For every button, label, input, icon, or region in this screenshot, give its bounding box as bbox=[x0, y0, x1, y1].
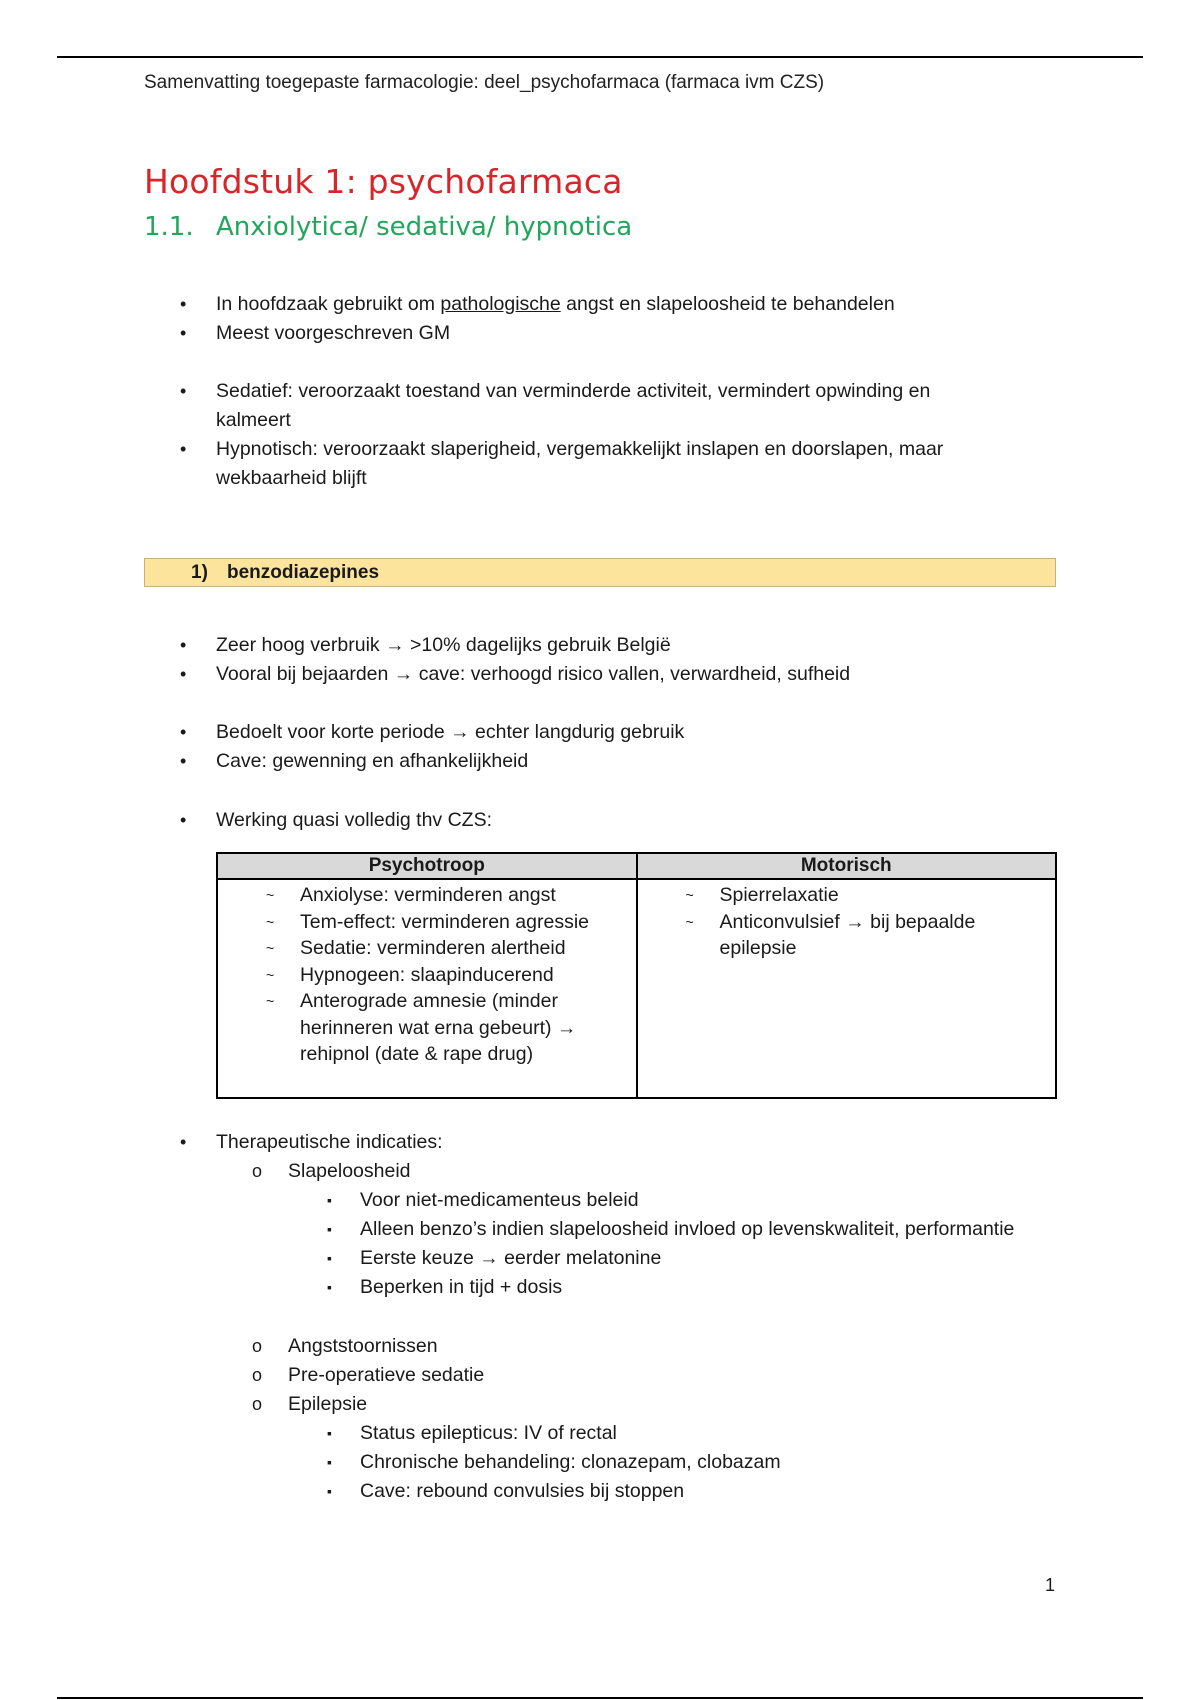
list-item: ~ Sedatie: verminderen alertheid bbox=[218, 935, 636, 962]
tilde-marker: ~ bbox=[685, 913, 694, 930]
list-item: • Cave: gewenning en afhankelijkheid bbox=[0, 747, 1200, 776]
list-item: • Werking quasi volledig thv CZS: bbox=[0, 806, 1200, 835]
section-number: 1.1. bbox=[144, 212, 194, 242]
benzo-list-b bbox=[0, 718, 1200, 776]
list-item: o Pre-operatieve sedatie bbox=[0, 1361, 1200, 1390]
indications-list bbox=[0, 1128, 1200, 1302]
footer-rule bbox=[57, 1697, 1143, 1699]
subsection-number: 1) bbox=[191, 562, 208, 583]
list-item: ▪ Beperken in tijd + dosis bbox=[0, 1273, 1200, 1302]
list-item: ~ Anticonvulsief → bij bepaalde epilepsie bbox=[685, 910, 976, 959]
motorisch-list bbox=[638, 882, 1056, 962]
bullet-marker: • bbox=[180, 722, 187, 742]
tilde-marker: ~ bbox=[266, 887, 275, 903]
circle-marker: o bbox=[252, 1365, 263, 1385]
page-number: 1 bbox=[1045, 1575, 1056, 1595]
tilde-marker: ~ bbox=[266, 993, 275, 1009]
definitions-list bbox=[0, 377, 1200, 493]
tilde-marker: ~ bbox=[266, 940, 275, 956]
circle-marker: o bbox=[252, 1394, 263, 1414]
bullet-marker: • bbox=[180, 439, 187, 459]
list-item: ▪ Status epilepticus: IV of rectal bbox=[0, 1419, 1200, 1448]
psychotroop-list bbox=[218, 882, 636, 1068]
intro-list bbox=[0, 290, 1200, 348]
list-item: • Zeer hoog verbruik → >10% dagelijks gebruik België bbox=[0, 631, 1200, 660]
square-marker: ▪ bbox=[327, 1425, 332, 1441]
list-item: ~ Hypnogeen: slaapinducerend bbox=[218, 962, 636, 989]
list-item: • Hypnotisch: veroorzaakt slaperigheid, vergemakkelijkt inslapen en doorslapen, maar wekbaarheid blijft bbox=[0, 435, 1200, 493]
table-header-motorisch: Motorisch bbox=[637, 853, 1057, 879]
list-item: ▪ Voor niet-medicamenteus beleid bbox=[0, 1186, 1200, 1215]
bullet-marker: • bbox=[180, 635, 187, 655]
indications-list-2 bbox=[0, 1332, 1200, 1506]
square-marker: ▪ bbox=[327, 1454, 332, 1470]
list-item: • Bedoelt voor korte periode → echter langdurig gebruik bbox=[0, 718, 1200, 747]
benzo-list-c bbox=[0, 806, 1200, 835]
list-item: ▪ Chronische behandeling: clonazepam, clobazam bbox=[0, 1448, 1200, 1477]
bullet-marker: • bbox=[180, 751, 187, 771]
section-title: Anxiolytica/ sedativa/ hypnotica bbox=[216, 212, 633, 242]
list-item: o Epilepsie bbox=[0, 1390, 1200, 1419]
list-item: ▪ Eerste keuze → eerder melatonine bbox=[0, 1244, 1200, 1273]
list-item: • Meest voorgeschreven GM bbox=[0, 319, 1200, 348]
bullet-marker: • bbox=[180, 294, 187, 314]
list-item: • Therapeutische indicaties: bbox=[0, 1128, 1200, 1157]
square-marker: ▪ bbox=[327, 1250, 332, 1266]
list-item: • In hoofdzaak gebruikt om pathologische angst en slapeloosheid te behandelen bbox=[0, 290, 1200, 319]
list-item: • Vooral bij bejaarden → cave: verhoogd risico vallen, verwardheid, sufheid bbox=[0, 660, 1200, 689]
circle-marker: o bbox=[252, 1161, 263, 1181]
section-heading bbox=[144, 212, 632, 242]
list-item: ~ Anterograde amnesie (minder herinneren wat erna gebeurt) → rehipnol (date & rape drug) bbox=[266, 990, 577, 1065]
list-item: ~ Anxiolyse: verminderen angst bbox=[218, 882, 636, 909]
effects-table bbox=[216, 852, 1057, 1099]
chapter-title: Hoofdstuk 1: psychofarmaca bbox=[144, 162, 623, 201]
circle-marker: o bbox=[252, 1336, 263, 1356]
square-marker: ▪ bbox=[327, 1221, 332, 1237]
list-item: ~ Spierrelaxatie bbox=[638, 882, 1056, 909]
square-marker: ▪ bbox=[327, 1192, 332, 1208]
square-marker: ▪ bbox=[327, 1483, 332, 1499]
subsection-title: benzodiazepines bbox=[227, 562, 380, 583]
underlined-term: pathologische bbox=[440, 293, 561, 315]
list-item: ~ Tem-effect: verminderen agressie bbox=[218, 909, 636, 936]
tilde-marker: ~ bbox=[266, 966, 275, 983]
tilde-marker: ~ bbox=[266, 913, 275, 930]
bullet-marker: • bbox=[180, 381, 187, 401]
header-rule bbox=[57, 56, 1143, 58]
bullet-marker: • bbox=[180, 323, 187, 343]
tilde-marker: ~ bbox=[685, 887, 694, 903]
list-item: • Sedatief: veroorzaakt toestand van verminderde activiteit, vermindert opwinding en kalmeert bbox=[0, 377, 1200, 435]
table-header-psychotroop: Psychotroop bbox=[217, 853, 637, 879]
bullet-marker: • bbox=[180, 664, 187, 684]
table-cell-psychotroop bbox=[217, 879, 637, 1098]
benzo-list-a bbox=[0, 631, 1200, 689]
subsection-heading-bar bbox=[144, 558, 1056, 587]
table-cell-motorisch bbox=[637, 879, 1057, 1098]
list-item: o Angststoornissen bbox=[0, 1332, 1200, 1361]
list-item: ▪ Cave: rebound convulsies bij stoppen bbox=[0, 1477, 1200, 1506]
bullet-marker: • bbox=[180, 810, 187, 830]
square-marker: ▪ bbox=[327, 1279, 332, 1295]
bullet-marker: • bbox=[180, 1132, 187, 1152]
list-item: o Slapeloosheid bbox=[0, 1157, 1200, 1186]
running-header: Samenvatting toegepaste farmacologie: deel_psychofarmaca (farmaca ivm CZS) bbox=[144, 72, 825, 93]
list-item: ▪ Alleen benzo’s indien slapeloosheid invloed op levenskwaliteit, performantie bbox=[0, 1215, 1200, 1244]
